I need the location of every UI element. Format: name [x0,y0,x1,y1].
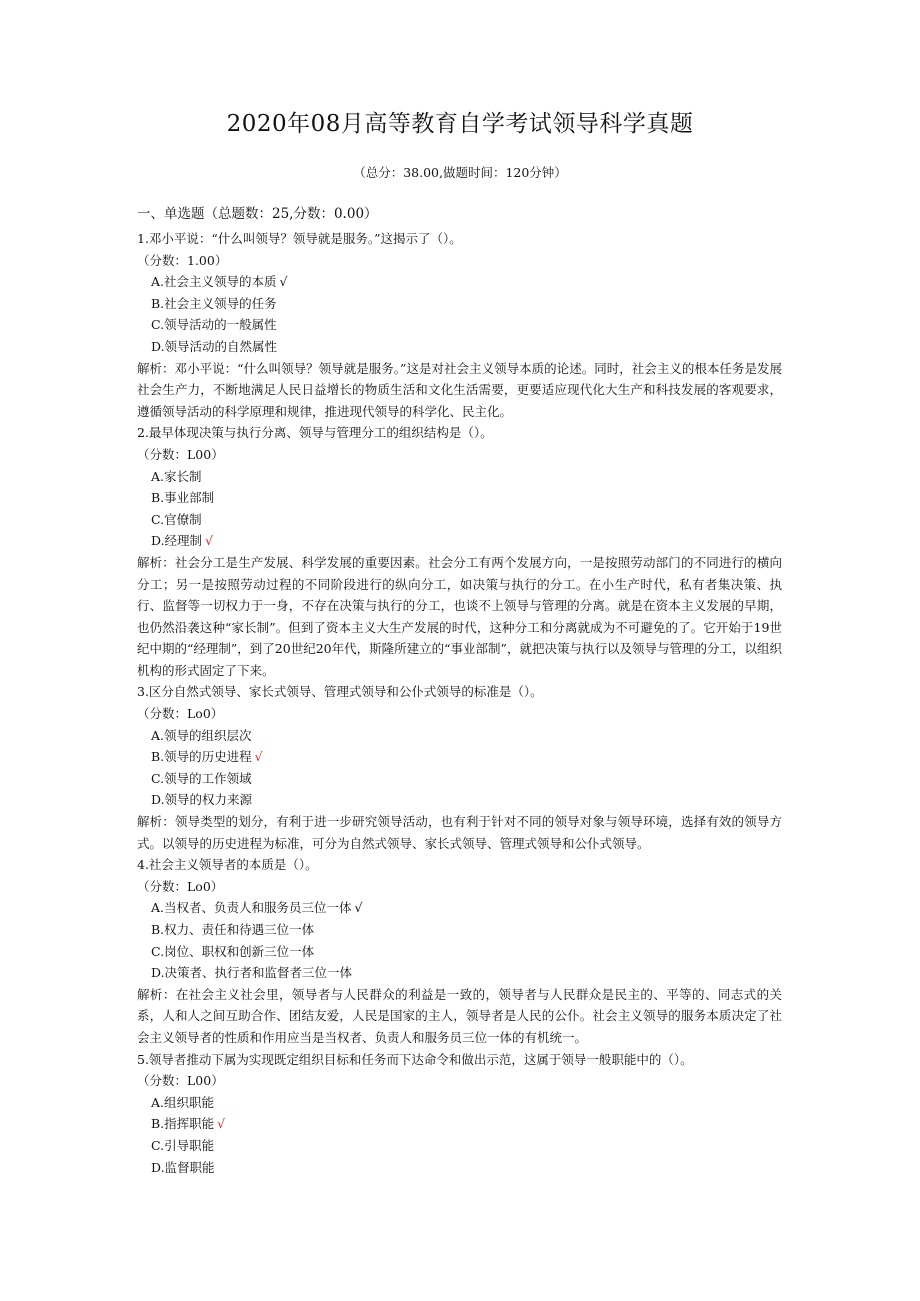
question-stem: 3.区分自然式领导、家长式领导、管理式领导和公仆式领导的标准是（）。 [137,684,543,700]
option-a [137,725,782,747]
option-a [137,271,782,293]
question-1 [137,228,782,422]
question-analysis: 解析：在社会主义社会里，领导者与人民群众的利益是一致的，领导者与人民群众是民主的、平等的、同志式的关系，人和人之间互助合作、团结友爱，人民是国家的主人，领导者是人民的公仆。社会主义领导的服务本质决定了社会主义领导者的性质和作用应当是当权者、负责人和服务员三位一体的有机统一。 [137,986,782,1045]
question-stem: 1.邓小平说：“什么叫领导？领导就是服务。”这揭示了（）。 [137,231,462,246]
question-analysis: 解析：领导类型的划分，有利于进一步研究领导活动，也有利于针对不同的领导对象与领导环境，选择有效的领导方式。以领导的历史进程为标准，可分为自然式领导、家长式领导、管理式领导和公仆式领导。 [137,814,782,851]
option-text: C.领导的工作领域 [151,770,252,786]
option-text: A.领导的组织层次 [151,727,252,743]
option-b [137,746,782,768]
option-text: B.社会主义领导的任务 [151,295,277,311]
document-subtitle: （总分：38.00,做题时间：120分钟） [353,165,567,180]
question-score: （分数：L00） [137,1073,224,1089]
option-text: B.权力、责任和待遇三位一体 [151,922,315,937]
question-analysis: 解析：邓小平说：“什么叫领导？领导就是服务。”这是对社会主义领导本质的论述。同时，社会主义的根本任务是发展社会生产力，不断地满足人民日益增长的物质生活和文化生活需要，更要适应现代化大生产和科技发展的客观要求，遵循领导活动的科学原理和规律，推进现代领导的科学化、民主化。 [137,360,782,419]
option-text: B.指挥职能 [151,1116,215,1132]
question-5 [137,1049,782,1179]
question-score: （分数：1.00） [137,252,228,268]
section-heading: 一、单选题（总题数：25,分数：0.00） [137,206,378,222]
option-text: D.监督职能 [151,1159,215,1175]
check-mark-icon: √ [217,1116,226,1132]
option-text: A.家长制 [151,468,202,484]
option-b [137,487,782,509]
exam-content [137,202,782,1178]
option-text: A.当权者、负责人和服务员三位一体 [151,900,352,916]
question-score: （分数：Lo0） [137,878,224,894]
option-text: C.官僚制 [151,511,202,527]
option-d [137,789,782,811]
question-analysis: 解析：社会分工是生产发展、科学发展的重要因素。社会分工有两个发展方向，一是按照劳动部门的不同进行的横向分工；另一是按照劳动过程的不同阶段进行的纵向分工，如决策与执行的分工。在小生产时代，私有者集决策、执行、监督等一切权力于一身，不存在决策与执行的分工，也谈不上领导与管理的分离。就是在资本主义发展的早期，也仍然沿袭这种“家长制”。但到了资本主义大生产发展的时代，这种分工和分离就成为不可避免的了。它开始于19世纪中期的“经理制”，到了20世纪20年代，斯隆所建立的“事业部制”，就把决策与执行以及领导与管理的分工，以组织机构的形式固定了下来。 [137,554,782,678]
question-stem: 2.最早体现决策与执行分离、领导与管理分工的组织结构是（）。 [137,425,493,441]
check-mark-icon: √ [205,533,214,549]
option-d [137,336,782,358]
check-mark-icon: √ [254,749,263,765]
question-score: （分数：Lo0） [137,706,224,722]
question-stem: 5.领导者推动下属为实现既定组织目标和任务而下达命令和做出示范，这属于领导一般职能中的（）。 [137,1051,693,1067]
option-text: D.领导活动的自然属性 [151,338,278,354]
option-text: C.岗位、职权和创新三位一体 [151,943,315,959]
question-score: （分数：L00） [137,446,224,462]
option-b [137,293,782,315]
question-4 [137,854,782,1048]
option-d [137,530,782,552]
option-text: C.领导活动的一般属性 [151,317,277,333]
question-stem: 4.社会主义领导者的本质是（）。 [137,857,318,873]
option-a [137,1092,782,1114]
option-c [137,941,782,963]
option-text: D.经理制 [151,533,203,549]
option-b [137,919,782,941]
check-mark-icon: √ [354,900,363,916]
option-a [137,466,782,488]
option-text: B.领导的历史进程 [151,749,252,765]
option-c [137,509,782,531]
option-text: A.组织职能 [151,1094,215,1110]
option-b [137,1113,782,1135]
option-c [137,768,782,790]
question-2 [137,422,782,681]
document-title: 2020年08月高等教育自学考试领导科学真题 [226,111,694,137]
option-text: B.事业部制 [151,490,215,506]
option-text: A.社会主义领导的本质 [151,274,277,290]
option-text: D.决策者、执行者和监督者三位一体 [151,965,353,981]
option-d [137,1157,782,1179]
option-c [137,1135,782,1157]
check-mark-icon: √ [279,274,288,290]
option-c [137,314,782,336]
option-text: C.引导职能 [151,1137,215,1153]
option-a [137,897,782,919]
option-d [137,962,782,984]
option-text: D.领导的权力来源 [151,792,253,808]
question-3 [137,681,782,854]
